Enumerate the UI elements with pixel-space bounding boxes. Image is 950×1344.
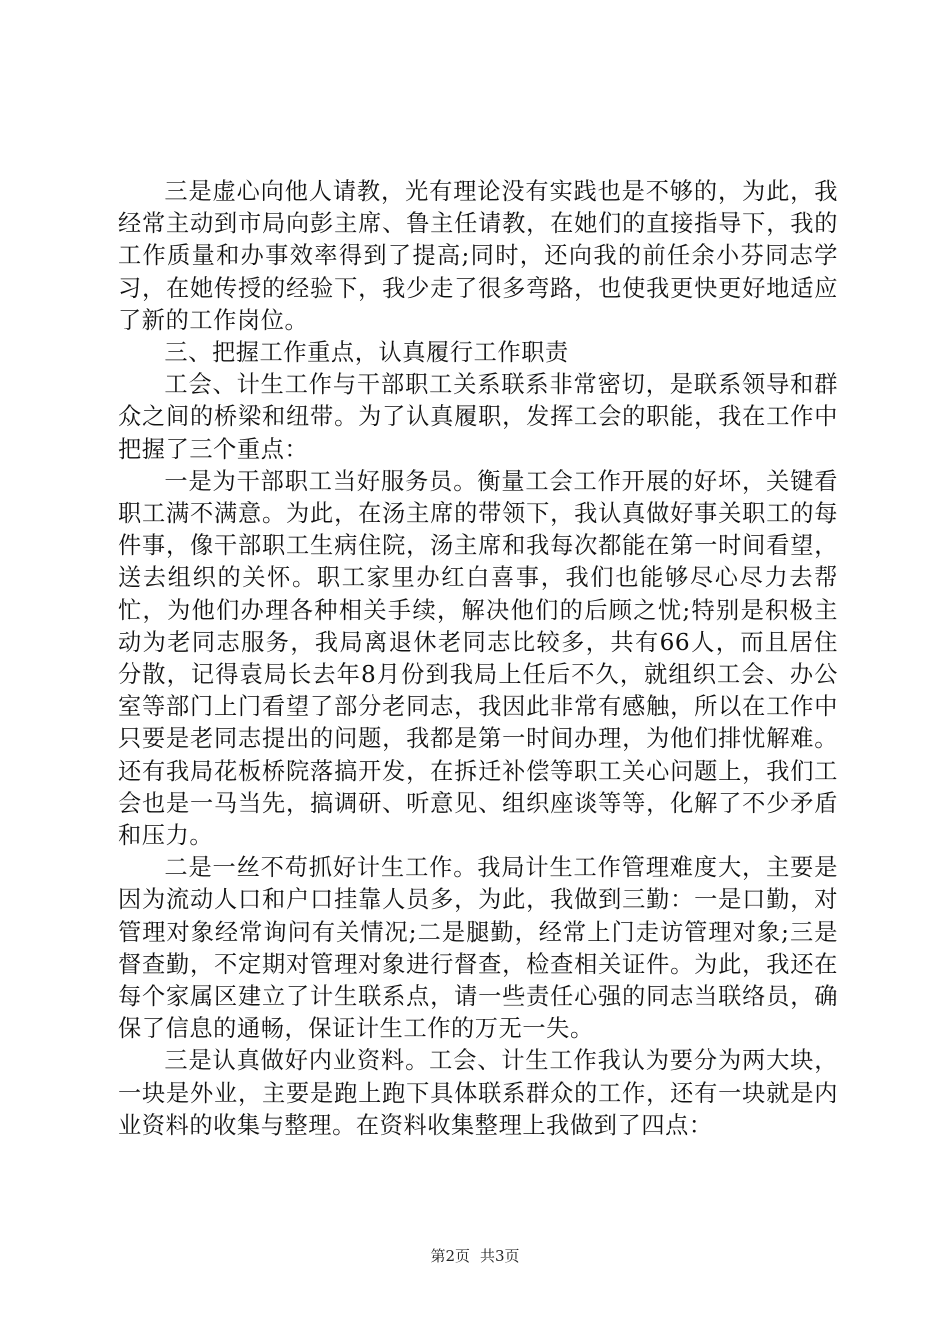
paragraph-union-bridge: 工会、计生工作与干部职工关系联系非常密切，是联系领导和群众之间的桥梁和纽带。为了认真履职，发挥工会的职能，我在工作中把握了三个重点：	[118, 371, 838, 463]
page-number: 第2页	[430, 1247, 470, 1265]
paragraph-serve-staff: 一是为干部职工当好服务员。衡量工会工作开展的好坏，关键看职工满不满意。为此，在汤主席的带领下，我认真做好事关职工的每件事，像干部职工生病住院，汤主席和我每次都能在第一时间看望，送去组织的关怀。职工家里办红白喜事，我们也能够尽心尽力去帮忙，为他们办理各种相关手续，解决他们的后顾之忧;特别是积极主动为老同志服务，我局离退休老同志比较多，共有66人，而且居住分散，记得袁局长去年8月份到我局上任后不久，就组织工会、办公室等部门上门看望了部分老同志，我因此非常有感触，所以在工作中只要是老同志提出的问题，我都是第一时间办理，为他们排忧解难。还有我局花板桥院落搞开发，在拆迁补偿等职工关心问题上，我们工会也是一马当先，搞调研、听意见、组织座谈等等，化解了不少矛盾和压力。	[118, 467, 838, 850]
page-total: 共3页	[480, 1247, 520, 1265]
document-body	[118, 176, 838, 1142]
section-heading-work-focus: 三、把握工作重点，认真履行工作职责	[164, 339, 569, 367]
paragraph-internal-records: 三是认真做好内业资料。工会、计生工作我认为要分为两大块，一块是外业，主要是跑上跑下具体联系群众的工作，还有一块就是内业资料的收集与整理。在资料收集整理上我做到了四点：	[118, 1047, 838, 1139]
paragraph-family-planning: 二是一丝不苟抓好计生工作。我局计生工作管理难度大，主要是因为流动人口和户口挂靠人员多，为此，我做到三勤：一是口勤，对管理对象经常询问有关情况;二是腿勤，经常上门走访管理对象;三是督查勤，不定期对管理对象进行督查，检查相关证件。为此，我还在每个家属区建立了计生联系点，请一些责任心强的同志当联络员，确保了信息的通畅，保证计生工作的万无一失。	[118, 854, 838, 1043]
paragraph-consult-others: 三是虚心向他人请教，光有理论没有实践也是不够的，为此，我经常主动到市局向彭主席、鲁主任请教，在她们的直接指导下，我的工作质量和办事效率得到了提高;同时，还向我的前任余小芬同志学习，在她传授的经验下，我少走了很多弯路，也使我更快更好地适应了新的工作岗位。	[118, 178, 838, 334]
page-footer	[0, 1246, 950, 1266]
